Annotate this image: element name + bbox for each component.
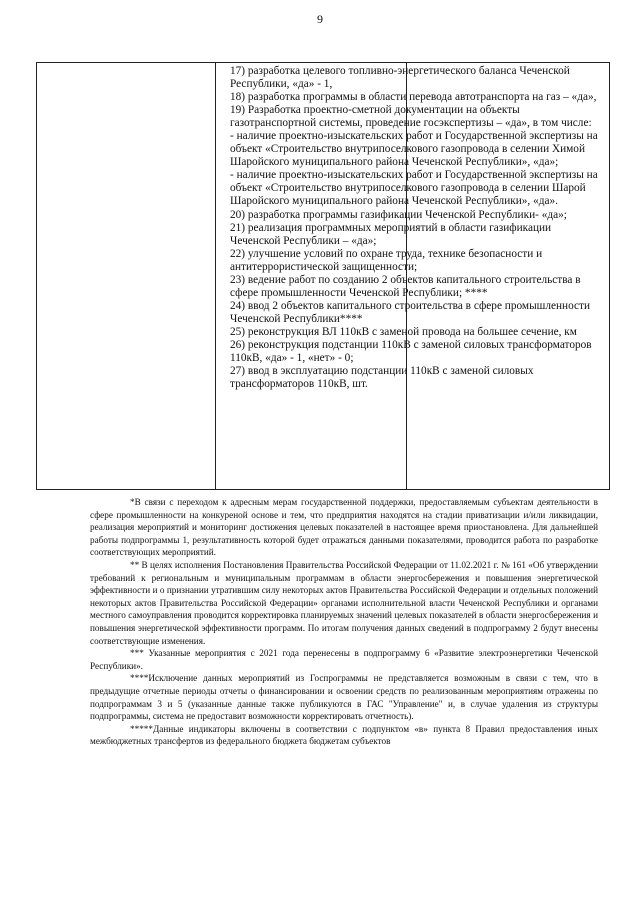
indicator-item: - наличие проектно-изыскательских работ и Государственной экспертизы на объект «Строительство внутрипоселкового газопровода в селении Шарой Шаройского муниципального района Чеченской Республики», «да». bbox=[230, 169, 598, 208]
footnote-3: *** Указанные мероприятия с 2021 года перенесены в подпрограмму 6 «Развитие электроэнергетики Чеченской Республики». bbox=[90, 648, 598, 671]
indicator-item: 18) разработка программы в области перевода автотранспорта на газ – «да», bbox=[230, 91, 597, 104]
indicator-item: - наличие проектно-изыскательских работ и Государственной экспертизы на объект «Строительство внутрипоселкового газопровода в селении Химой Шаройского муниципального района Чеченской Республики», «да»; bbox=[230, 130, 598, 169]
indicator-item: 23) ведение работ по созданию 2 объектов капитального строительства в сфере промышленности Чеченской Республики; **** bbox=[230, 273, 581, 299]
indicator-item: 24) ввод 2 объектов капитального строительства в сфере промышленности Чеченской Республики**** bbox=[230, 299, 591, 325]
footnote-1: *В связи с переходом к адресным мерам государственной поддержки, предоставляемым субъектам деятельности в сфере промышленности на конкуреной основе и тем, что предприятия находятся на стадии приватизации и/или ликвидации, реализация мероприятий и мониторинг достижения целевых показателей в настоящее время приостановлена. Для дальнейшей работы подпрограммы 1, результативность которой будет отражаться данными показателями, проводится работа по разработке соответствующих мероприятий. bbox=[90, 497, 598, 558]
indicator-item: 25) реконструкция ВЛ 110кВ с заменой провода на большее сечение, км bbox=[230, 325, 577, 338]
indicator-item: 21) реализация программных мероприятий в области газификации Чеченской Республики – «да»; bbox=[230, 221, 552, 247]
indicator-item: 20) разработка программы газификации Чеченской Республики- «да»; bbox=[230, 208, 567, 221]
table-column-indicators bbox=[222, 63, 609, 489]
footnote-4: ****Исключение данных мероприятий из Госпрограммы не представляется возможным в связи с тем, что в предыдущие отчетные периоды отчеты о финансировании и освоении средств по реализованным мероприятиям отражены по подпрограммам 3 и 5 (указанные данные также публикуются в ГАС "Управление" и, в случае удаления из структуры подпрограммы, система не предоставит возможности корректировать отчетность). bbox=[90, 673, 598, 722]
indicator-item: 17) разработка целевого топливно-энергетического баланса Чеченской Республики, «да» - 1, bbox=[230, 65, 570, 91]
table-column-1 bbox=[37, 63, 216, 489]
indicator-item: 27) ввод в эксплуатацию подстанции 110кВ с заменой силовых трансформаторов 110кВ, шт. bbox=[230, 365, 534, 391]
indicator-item: 22) улучшение условий по охране труда, технике безопасности и антитеррористической защищенности; bbox=[230, 247, 543, 273]
page-number: 9 bbox=[317, 12, 323, 26]
indicators-table bbox=[36, 62, 610, 490]
footnotes bbox=[90, 496, 598, 748]
indicator-item: 19) Разработка проектно-сметной документации на объекты газотранспортной системы, проведение госэкспертизы – «да», в том числе: bbox=[230, 104, 592, 130]
indicator-item: 26) реконструкция подстанции 110кВ с заменой силовых трансформаторов 110кВ, «да» - 1, «нет» - 0; bbox=[230, 338, 592, 365]
footnote-2: ** В целях исполнения Постановления Правительства Российской Федерации от 11.02.2021 г. № 161 «Об утверждении требований к региональным и муниципальным программам в области энергосбережения и повышения энергетической эффективности и о признании утратившим силу некоторых актов Правительства Российской Федерации и отдельных положений некоторых актов Правительства Российской Федерации» органами исполнительной власти Чеченской Республики и органами местного самоуправления проводится корректировка планируемых значений целевых показателей в области энергосбережения и повышения энергетической эффективности программ. По итогам получения данных сведений в подпрограмму 2 будут внесены соответствующие изменения. bbox=[90, 559, 598, 646]
footnote-5: *****Данные индикаторы включены в соответствии с подпунктом «в» пункта 8 Правил предоставления иных межбюджетных трансфертов из федерального бюджета бюджетам субъектов bbox=[90, 723, 598, 747]
